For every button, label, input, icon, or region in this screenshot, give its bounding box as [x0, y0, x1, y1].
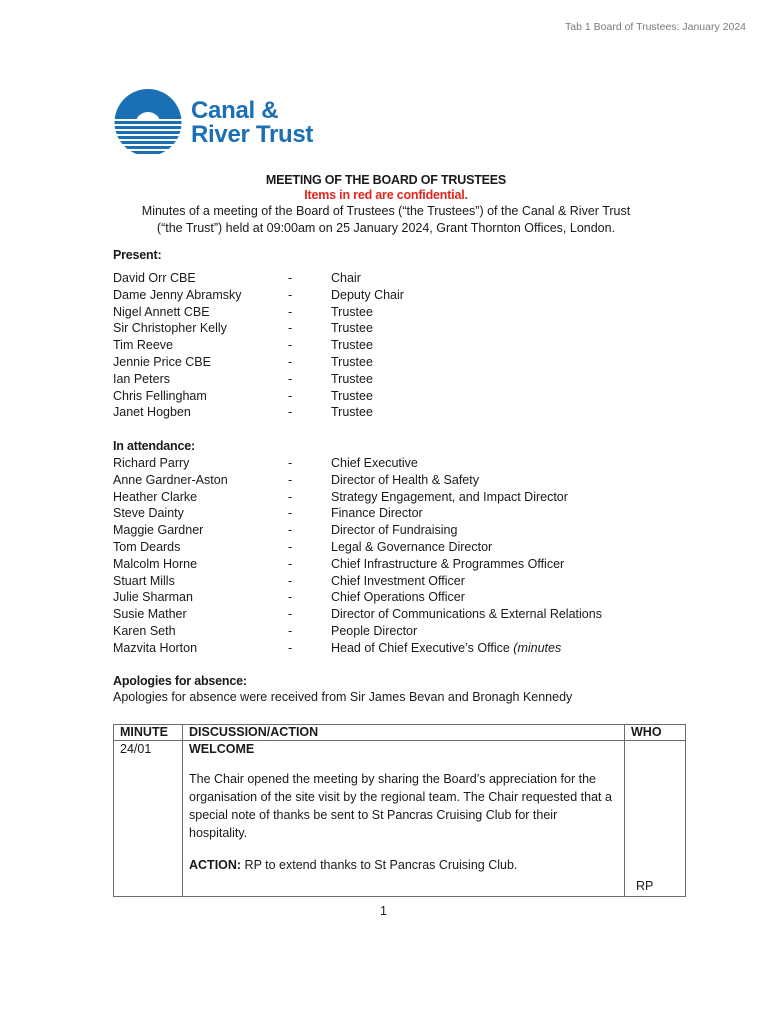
person-role-text: Chief Operations Officer — [331, 590, 465, 605]
person-dash: - — [288, 489, 293, 504]
person-dash: - — [288, 456, 293, 470]
person-role-text: Director of Health & Safety — [331, 472, 479, 487]
person-name: Tim Reeve — [113, 338, 173, 353]
meeting-title: MEETING OF THE BOARD OF TRUSTEES — [265, 173, 507, 187]
person-role — [331, 455, 673, 472]
logo-line-2: River Trust — [191, 120, 314, 148]
person-role-text: Deputy Chair — [331, 287, 404, 302]
person-dash: - — [288, 640, 293, 655]
attendance-list — [113, 455, 673, 657]
person-role — [331, 589, 673, 606]
person-dash: - — [288, 472, 293, 487]
person-role-text: Trustee — [331, 405, 373, 420]
person-role — [331, 489, 673, 506]
person-role — [331, 337, 673, 354]
apologies-text: Apologies for absence were received from Sir James Bevan and Bronagh Kennedy — [113, 690, 573, 704]
person-row — [113, 489, 673, 506]
person-role-text: Finance Director — [331, 506, 423, 521]
page-number: 1 — [380, 904, 387, 918]
canal-river-trust-logo — [113, 89, 313, 156]
person-name: Janet Hogben — [113, 405, 191, 420]
person-dash: - — [288, 523, 293, 538]
person-row — [113, 573, 673, 590]
intro-text — [100, 203, 672, 237]
person-name: Mazvita Horton — [113, 640, 198, 655]
present-label: Present: — [113, 248, 162, 262]
person-row — [113, 623, 673, 640]
table-row — [114, 741, 686, 897]
person-dash: - — [288, 321, 293, 336]
person-role-text: Trustee — [331, 371, 373, 386]
person-row — [113, 304, 673, 321]
person-dash: - — [288, 556, 293, 571]
person-name: Heather Clarke — [113, 489, 198, 504]
person-name: Stuart Mills — [113, 573, 175, 588]
person-row — [113, 505, 673, 522]
person-role — [331, 556, 673, 573]
present-list — [113, 270, 673, 421]
action-line — [189, 856, 618, 874]
person-dash: - — [288, 405, 293, 420]
header-discussion-action: DISCUSSION/ACTION — [183, 725, 625, 741]
intro-line-1: Minutes of a meeting of the Board of Trustees (“the Trustees”) of the Canal & River Trust — [141, 204, 631, 218]
person-name: Chris Fellingham — [113, 388, 207, 403]
person-role — [331, 320, 673, 337]
person-role — [331, 640, 673, 657]
attendance-label: In attendance: — [113, 439, 195, 453]
person-name: Steve Dainty — [113, 506, 184, 521]
discussion-cell — [183, 741, 625, 897]
item-heading: WELCOME — [189, 742, 255, 756]
apologies-label: Apologies for absence: — [113, 674, 247, 688]
person-row — [113, 472, 673, 489]
person-row — [113, 371, 673, 388]
person-role-text: Strategy Engagement, and Impact Director — [331, 489, 568, 504]
person-row — [113, 388, 673, 405]
item-body: The Chair opened the meeting by sharing the Board’s appreciation for the organisation of the site visit by the regional team. The Chair requested that a special note of thanks be sent to St Pancras Cruising Club for their hospitality. — [189, 772, 612, 840]
person-dash: - — [288, 271, 293, 285]
person-role — [331, 606, 673, 623]
logo-line-1: Canal & — [191, 96, 279, 124]
person-name: Maggie Gardner — [113, 523, 204, 538]
minute-number: 24/01 — [120, 742, 152, 756]
person-row — [113, 640, 673, 657]
person-row — [113, 539, 673, 556]
person-row — [113, 337, 673, 354]
person-role — [331, 505, 673, 522]
person-row — [113, 320, 673, 337]
logo-mark-icon — [113, 89, 183, 156]
person-role — [331, 472, 673, 489]
person-row — [113, 455, 673, 472]
person-row — [113, 404, 673, 421]
person-dash: - — [288, 506, 293, 521]
person-name: Richard Parry — [113, 456, 190, 470]
person-role — [331, 287, 673, 304]
person-role — [331, 270, 673, 287]
person-dash: - — [288, 354, 293, 369]
person-name: Jennie Price CBE — [113, 354, 211, 369]
intro-line-2: (“the Trust”) held at 09:00am on 25 January 2024, Grant Thornton Offices, London. — [156, 221, 616, 235]
person-role — [331, 522, 673, 539]
person-dash: - — [288, 304, 293, 319]
person-role — [331, 354, 673, 371]
person-row — [113, 606, 673, 623]
person-name: David Orr CBE — [113, 271, 196, 285]
person-role-text: Trustee — [331, 354, 373, 369]
person-role-text: Head of Chief Executive’s Office — [331, 640, 510, 655]
person-name: Sir Christopher Kelly — [113, 321, 227, 336]
person-role-text: Trustee — [331, 388, 373, 403]
person-role — [331, 573, 673, 590]
logo-wordmark — [191, 96, 314, 148]
person-name: Nigel Annett CBE — [113, 304, 210, 319]
person-dash: - — [288, 338, 293, 353]
person-role-text: Trustee — [331, 338, 373, 353]
person-role-text: Chief Executive — [331, 456, 418, 470]
person-role — [331, 304, 673, 321]
person-role-text: Chief Infrastructure & Programmes Officer — [331, 556, 565, 571]
header-minute: MINUTE — [114, 725, 183, 741]
person-row — [113, 270, 673, 287]
document-header-note: Tab 1 Board of Trustees: January 2024 — [565, 21, 746, 33]
person-dash: - — [288, 539, 293, 554]
person-dash: - — [288, 573, 293, 588]
person-row — [113, 589, 673, 606]
person-dash: - — [288, 607, 293, 622]
person-name: Karen Seth — [113, 623, 176, 638]
person-role — [331, 388, 673, 405]
person-role — [331, 404, 673, 421]
person-dash: - — [288, 590, 293, 605]
minute-cell — [114, 741, 183, 897]
table-header-row — [114, 725, 686, 741]
person-role-text: Chair — [331, 271, 361, 285]
person-name: Anne Gardner-Aston — [113, 472, 228, 487]
person-role-suffix: (minutes — [513, 640, 562, 655]
person-name: Tom Deards — [113, 539, 181, 554]
person-name: Julie Sharman — [113, 590, 193, 605]
person-name: Ian Peters — [113, 371, 170, 386]
person-row — [113, 522, 673, 539]
person-role — [331, 371, 673, 388]
person-dash: - — [288, 623, 293, 638]
who-value: RP — [636, 879, 654, 893]
person-role-text: Chief Investment Officer — [331, 573, 465, 588]
person-row — [113, 287, 673, 304]
person-name: Malcolm Horne — [113, 556, 198, 571]
person-name: Dame Jenny Abramsky — [113, 287, 242, 302]
person-role-text: People Director — [331, 623, 418, 638]
person-role — [331, 623, 673, 640]
header-who: WHO — [625, 725, 686, 741]
minutes-table — [113, 724, 686, 897]
title-block — [100, 173, 672, 237]
person-dash: - — [288, 388, 293, 403]
person-role — [331, 539, 673, 556]
person-role-text: Trustee — [331, 304, 373, 319]
person-row — [113, 354, 673, 371]
confidential-note: Items in red are confidential. — [304, 188, 468, 202]
person-role-text: Trustee — [331, 321, 373, 336]
action-text: RP to extend thanks to St Pancras Cruising Club. — [241, 858, 518, 872]
action-label: ACTION: — [189, 858, 242, 872]
person-dash: - — [288, 371, 293, 386]
person-role-text: Director of Fundraising — [331, 523, 458, 538]
who-cell — [625, 741, 686, 897]
person-role-text: Director of Communications & External Relations — [331, 607, 602, 622]
person-row — [113, 556, 673, 573]
person-role-text: Legal & Governance Director — [331, 539, 493, 554]
person-name: Susie Mather — [113, 607, 187, 622]
person-dash: - — [288, 287, 293, 302]
